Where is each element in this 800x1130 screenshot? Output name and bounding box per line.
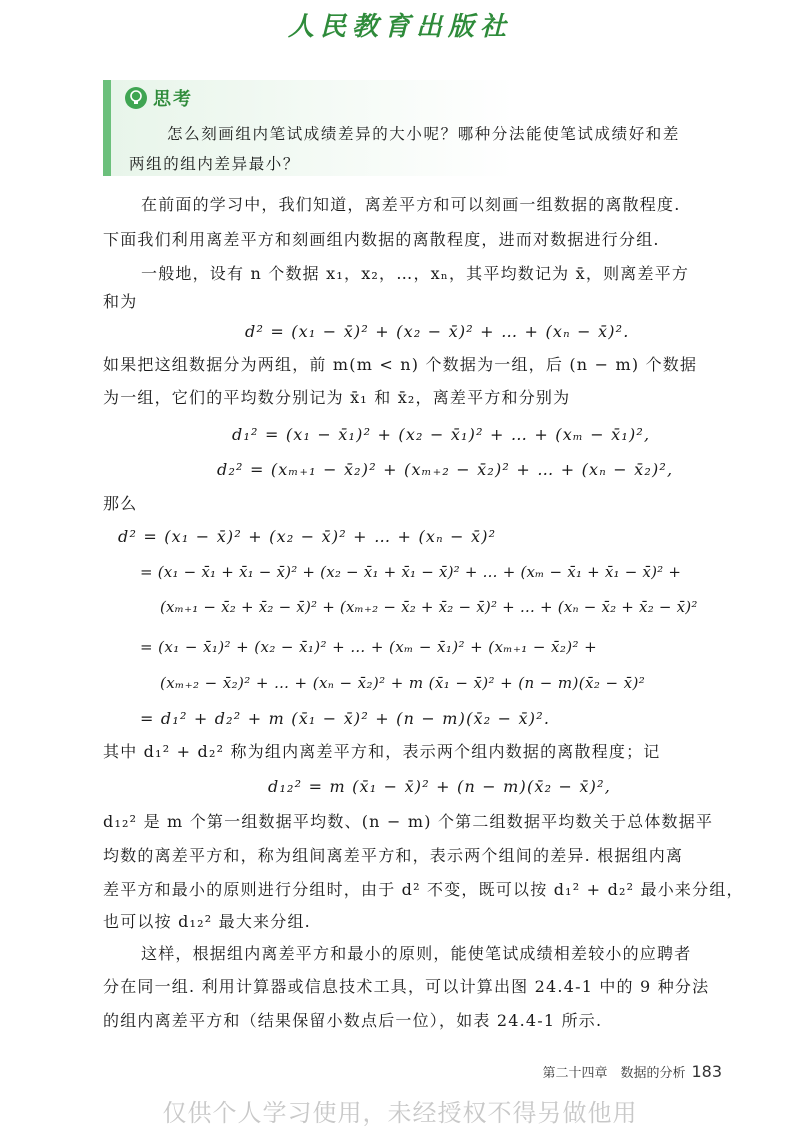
think-question-line-1: 怎么刻画组内笔试成绩差异的大小呢？哪种分法能使笔试成绩好和差 xyxy=(167,125,681,143)
think-question-line-2: 两组的组内差异最小？ xyxy=(129,155,301,173)
derivation-line-6: = d₁² + d₂² + m (x̄₁ − x̄)² + (n − m)(x̄₂ − x̄)². xyxy=(140,709,551,728)
paragraph-5-line-3: 差平方和最小的原则进行分组时，由于 d² 不变，既可以按 d₁² + d₂² 最小来分组， xyxy=(103,880,744,899)
paragraph-5-line-4: 也可以按 d₁₂² 最大来分组. xyxy=(103,912,311,931)
paragraph-5-line-2: 均数的离差平方和，称为组间离差平方和，表示两个组间的差异. 根据组内离 xyxy=(103,846,684,865)
page-footer xyxy=(542,1062,722,1081)
paragraph-3-line-1: 如果把这组数据分为两组，前 m(m < n) 个数据为一组，后 (n − m) 个数据 xyxy=(103,355,698,374)
publisher-logo: 人民教育出版社 xyxy=(287,12,512,42)
page-number: 183 xyxy=(691,1062,722,1081)
then-label: 那么 xyxy=(103,494,138,513)
paragraph-6-line-1: 这样，根据组内离差平方和最小的原则，能使笔试成绩相差较小的应聘者 xyxy=(141,944,692,963)
think-header xyxy=(125,84,193,112)
equation-group2-deviation: d₂² = (xₘ₊₁ − x̄₂)² + (xₘ₊₂ − x̄₂)² + … + (xₙ − x̄₂)², xyxy=(217,460,674,479)
think-title: 思考 xyxy=(153,89,193,110)
equation-group1-deviation: d₁² = (x₁ − x̄₁)² + (x₂ − x̄₁)² + … + (xₘ − x̄₁)², xyxy=(232,425,651,444)
derivation-line-5: (xₘ₊₂ − x̄₂)² + … + (xₙ − x̄₂)² + m (x̄₁ − x̄)² + (n − m)(x̄₂ − x̄)² xyxy=(160,674,646,692)
paragraph-1-line-2: 下面我们利用离差平方和刻画组内数据的离散程度，进而对数据进行分组. xyxy=(103,230,660,249)
equation-total-deviation: d² = (x₁ − x̄)² + (x₂ − x̄)² + … + (xₙ − x̄)². xyxy=(245,322,630,341)
paragraph-4: 其中 d₁² + d₂² 称为组内离差平方和，表示两个组内数据的离散程度；记 xyxy=(103,742,661,761)
derivation-line-1: d² = (x₁ − x̄)² + (x₂ − x̄)² + … + (xₙ − x̄)² xyxy=(118,527,497,546)
watermark: 仅供个人学习使用，未经授权不得另做他用 xyxy=(162,1099,638,1127)
paragraph-2-line-2: 和为 xyxy=(103,292,138,311)
equation-between-group: d₁₂² = m (x̄₁ − x̄)² + (n − m)(x̄₂ − x̄)², xyxy=(268,777,611,796)
think-box xyxy=(103,80,731,176)
paragraph-1-line-1: 在前面的学习中，我们知道，离差平方和可以刻画一组数据的离散程度. xyxy=(141,195,681,214)
derivation-line-2: = (x₁ − x̄₁ + x̄₁ − x̄)² + (x₂ − x̄₁ + x̄₁ − x̄)² + … + (xₘ − x̄₁ + x̄₁ − x̄)² + xyxy=(140,563,682,581)
derivation-line-3: (xₘ₊₁ − x̄₂ + x̄₂ − x̄)² + (xₘ₊₂ − x̄₂ + x̄₂ − x̄)² + … + (xₙ − x̄₂ + x̄₂ − x̄)² xyxy=(160,598,698,616)
paragraph-6-line-2: 分在同一组. 利用计算器或信息技术工具，可以计算出图 24.4-1 中的 9 种分法 xyxy=(103,977,710,996)
lightbulb-icon xyxy=(125,87,147,109)
derivation-line-4: = (x₁ − x̄₁)² + (x₂ − x̄₁)² + … + (xₘ − x̄₁)² + (xₘ₊₁ − x̄₂)² + xyxy=(140,638,598,656)
paragraph-5-line-1: d₁₂² 是 m 个第一组数据平均数、(n − m) 个第二组数据平均数关于总体数据平 xyxy=(103,812,714,831)
paragraph-3-line-2: 为一组，它们的平均数分别记为 x̄₁ 和 x̄₂，离差平方和分别为 xyxy=(103,388,571,407)
chapter-title: 第二十四章 数据的分析 xyxy=(542,1066,686,1081)
paragraph-6-line-3: 的组内离差平方和（结果保留小数点后一位），如表 24.4-1 所示. xyxy=(103,1011,603,1030)
paragraph-2-line-1: 一般地，设有 n 个数据 x₁，x₂，…，xₙ，其平均数记为 x̄，则离差平方 xyxy=(141,264,690,283)
